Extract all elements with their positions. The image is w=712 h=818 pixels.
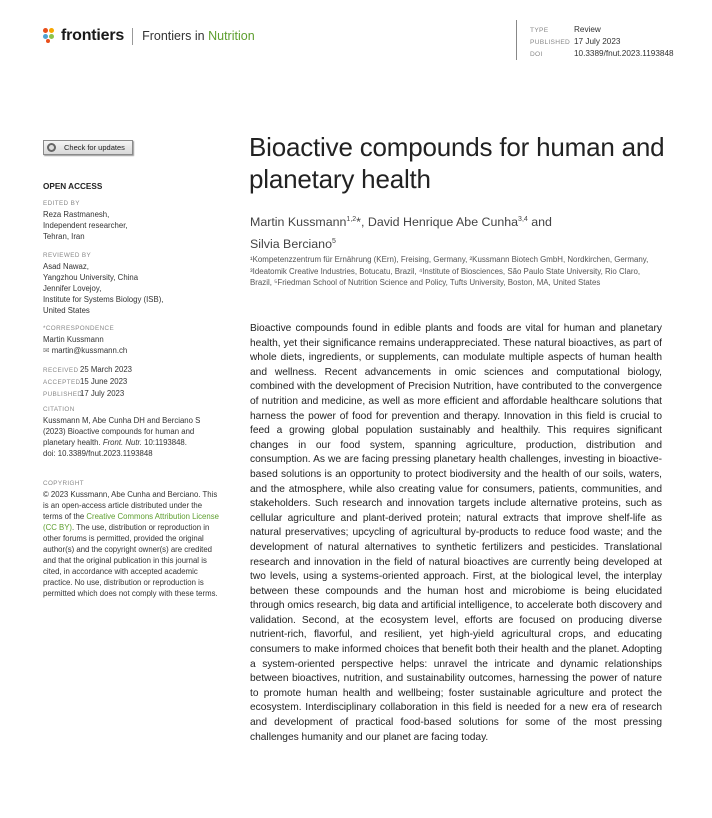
- check-for-updates-button[interactable]: [43, 140, 133, 155]
- copyright-label: COPYRIGHT: [43, 480, 85, 487]
- abstract: Bioactive compounds found in edible plants and foods are vital for human and planetary health, yet their significance remains underappreciated. These natural bioactives, as part of whole diets, ingredients, or supplements, can modulate multiple aspects of human health and wellness. Recent advancements in omic sciences and computational biology, combined with the development of Precision Nutrition, have contributed to the convergence of nutrition and medicine, as well as more efficient and affordable healthcare solutions that harness the power of food for prevention and therapy. Innovation in this field is crucial to feed a growing global population sustainably and healthily. This requires significant changes in our food system, spanning agriculture, production, distribution and consumption. As we are facing pressing planetary health challenges, investing in bioactive-based solutions is an opportunity to protect biodiversity and the health of our soils, waters, and the atmosphere, while also creating value for consumers, patients, communities, and stakeholders. Such research and innovation targets include alternative proteins, such as cellular agriculture and plant-derived protein; natural extracts that improve shelf-life as natural preservatives; upcycling of agricultural by-products to reduce food waste; and the development of natural alternatives to synthetic fertilizers and pesticides. Translational research and innovation in the field of natural bioactives are currently being developed at two levels, using a systems-oriented approach. First, at the biological level, the interplay between these compounds and the human host and microbiome is being elucidated through omics research, big data and artificial intelligence, to accelerate both discovery and validation. Second, at the ecosystem level, efforts are focused on producing diverse nutrient-rich, flavorful, and resilient, yet high-yield agricultural crops, and educating consumers to make informed choices that benefit both their health and the planet. Adopting a system-oriented perspective helps: unravel the intricate and dynamic relationships between bioactives, nutrition, and sustainability outcomes, harnessing the power of nature to promote human health and wellbeing; foster sustainable agriculture and protect the ecosystem. Interdisciplinary collaboration in this field is needed for a new era of research and development of practical food-based solutions for some of the most pressing challenges humanity and our planet are facing today.: [250, 323, 662, 743]
- date-received: [43, 364, 228, 376]
- edited-by-label: EDITED BY: [43, 200, 80, 207]
- meta-type: [530, 24, 674, 36]
- correspondence-email[interactable]: [43, 345, 228, 356]
- journal-prefix: Frontiers in: [142, 29, 209, 43]
- frontiers-logo[interactable]: [43, 27, 255, 45]
- citation-journal: Front. Nutr.: [102, 438, 142, 447]
- author-separator: and: [527, 215, 552, 230]
- reviewer-name: Jennifer Lovejoy,: [43, 284, 102, 293]
- meta-type-value: Review: [574, 25, 601, 34]
- meta-published-value: 17 July 2023: [574, 37, 621, 46]
- author-affiliation-marker: 5: [331, 238, 336, 246]
- editor-location: Tehran, Iran: [43, 232, 85, 241]
- citation-body: Kussmann M, Abe Cunha DH and Berciano S (2023) Bioactive compounds for human and planetary health.: [43, 416, 201, 447]
- author-list: [250, 210, 660, 254]
- copyright-pre: © 2023 Kussmann, Abe Cunha and Berciano. This is an open-access article distributed under the terms of the: [43, 490, 218, 521]
- author-affiliation-marker: 1,2: [346, 216, 357, 223]
- copyright-text: [43, 489, 221, 599]
- meta-divider: [516, 20, 517, 60]
- date-published-label: PUBLISHED: [43, 391, 83, 398]
- editor-affiliation: Independent researcher,: [43, 221, 128, 230]
- article-meta: [530, 24, 674, 60]
- copyright-section: [43, 479, 221, 599]
- copyright-post: . The use, distribution or reproduction in other forums is permitted, provided the original author(s) and the copyright owner(s) are credited and that the original publication in this journal is cited, in accordance with accepted academic practice. No use, distribution or reproduction is permitted which does not comply with these terms.: [43, 523, 218, 598]
- correspondence-section: [43, 324, 228, 356]
- reviewer-affiliation: Yangzhou University, China: [43, 273, 139, 282]
- check-for-updates-label: Check for updates: [64, 143, 125, 152]
- reviewed-by-section: [43, 251, 228, 316]
- citation-doi[interactable]: doi: 10.3389/fnut.2023.1193848: [43, 449, 153, 458]
- meta-doi-value[interactable]: 10.3389/fnut.2023.1193848: [574, 49, 674, 58]
- author-separator: ,: [360, 215, 368, 230]
- logo-divider: [132, 28, 133, 45]
- journal-name[interactable]: [142, 29, 255, 43]
- author-name[interactable]: Silvia Berciano: [250, 237, 332, 252]
- meta-doi-label: DOI: [530, 51, 543, 58]
- dates-section: [43, 364, 228, 400]
- citation-volume: 10:1193848.: [141, 438, 187, 447]
- correspondence-label: *CORRESPONDENCE: [43, 325, 115, 332]
- edited-by-section: [43, 199, 228, 242]
- date-received-value: 25 March 2023: [80, 365, 133, 374]
- affiliations: ¹Kompetenzzentrum für Ernährung (KErn), Freising, Germany, ²Kussmann Biotech GmbH, Nordkirchen, Germany, ³Ideatomik Creative Industries, Botucatu, Brazil, ⁴Institute of Biosciences, São Paulo State University, Rio Claro, Brazil, ⁵Friedman School of Nutrition Science and Policy, Tufts University, Boston, MA, United States: [250, 255, 649, 287]
- citation-text: [43, 415, 223, 459]
- update-check-icon: [47, 143, 56, 152]
- meta-published: [530, 36, 674, 48]
- open-access-label: OPEN ACCESS: [43, 182, 103, 191]
- reviewer-location: United States: [43, 306, 90, 315]
- author-name[interactable]: Martin Kussmann: [250, 215, 347, 230]
- date-accepted-value: 15 June 2023: [80, 377, 128, 386]
- date-published-value: 17 July 2023: [80, 389, 125, 398]
- editor-name: Reza Rastmanesh,: [43, 210, 110, 219]
- reviewed-by-label: REVIEWED BY: [43, 252, 92, 259]
- correspondence-email-text: martin@kussmann.ch: [51, 346, 128, 355]
- logo-wordmark: frontiers: [61, 27, 125, 44]
- article-title: Bioactive compounds for human and planetary health: [249, 132, 665, 194]
- citation-section: [43, 405, 223, 459]
- mail-icon: ✉: [43, 346, 50, 355]
- cc-by-license-link[interactable]: Creative Commons Attribution License (CC BY): [43, 512, 219, 532]
- frontiers-logo-icon: [43, 28, 57, 44]
- reviewer-name: Asad Nawaz,: [43, 262, 89, 271]
- meta-published-label: PUBLISHED: [530, 39, 571, 46]
- meta-doi: [530, 48, 674, 60]
- meta-type-label: TYPE: [530, 27, 549, 34]
- corresponding-marker: *: [356, 215, 361, 230]
- journal-accent: Nutrition: [208, 29, 255, 43]
- date-accepted: [43, 376, 228, 388]
- citation-label: CITATION: [43, 406, 75, 413]
- author-name[interactable]: David Henrique Abe Cunha: [367, 215, 519, 230]
- date-published: [43, 388, 228, 400]
- reviewer-affiliation: Institute for Systems Biology (ISB),: [43, 295, 164, 304]
- correspondence-name: Martin Kussmann: [43, 335, 104, 344]
- author-affiliation-marker: 3,4: [518, 216, 528, 223]
- date-received-label: RECEIVED: [43, 367, 79, 374]
- date-accepted-label: ACCEPTED: [43, 379, 81, 386]
